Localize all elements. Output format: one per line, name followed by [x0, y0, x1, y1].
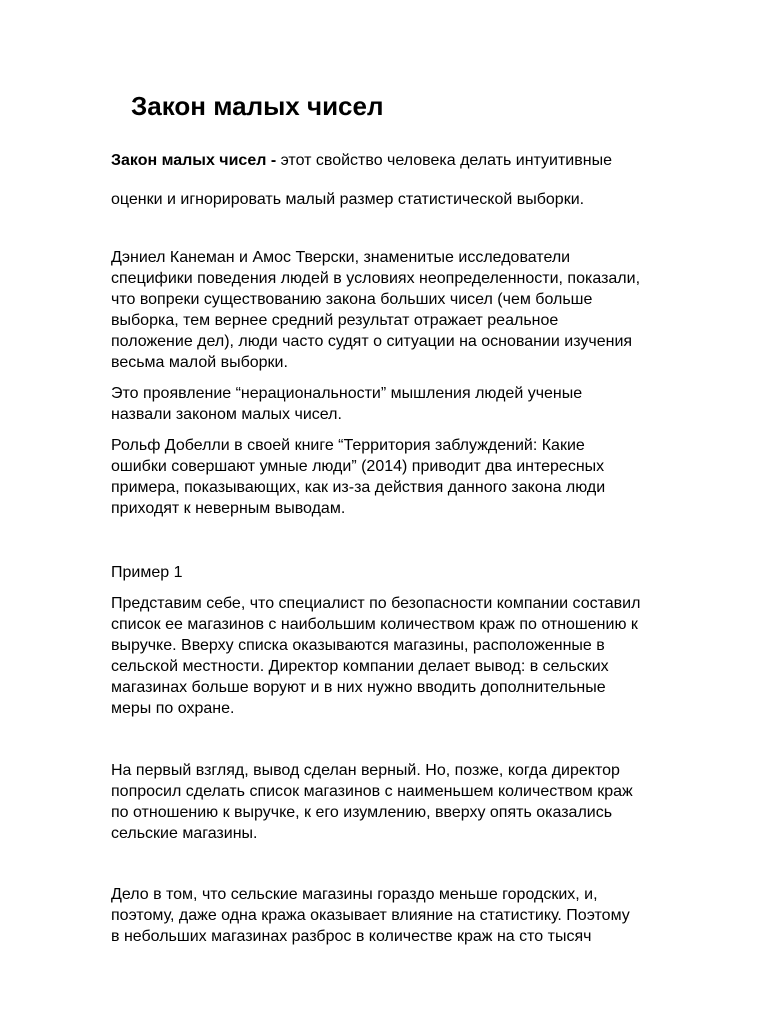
- text-line: Представим себе, что специалист по безопасности компании составил: [111, 595, 641, 612]
- text-line: На первый взгляд, вывод сделан верный. Но, позже, когда директор: [111, 762, 620, 779]
- text-line: специфики поведения людей в условиях неопределенности, показали,: [111, 270, 641, 287]
- example-heading: Пример 1: [111, 564, 183, 581]
- text-line: меры по охране.: [111, 700, 235, 717]
- paragraph-example-first-glance: [111, 760, 721, 844]
- intro-definition-text: этот свойство человека делать интуитивные: [276, 152, 612, 169]
- intro-definition-line-2: оценки и игнорировать малый размер статистической выборки.: [111, 191, 585, 208]
- paragraph-example-explanation: [111, 884, 721, 947]
- paragraph-kahneman-tversky: [111, 247, 721, 373]
- text-line: выручке. Вверху списка оказываются магазины, расположенные в: [111, 637, 605, 654]
- text-line: Дело в том, что сельские магазины гораздо меньше городских, и,: [111, 886, 598, 903]
- text-line: примера, показывающих, как из-за действия данного закона люди: [111, 479, 606, 496]
- paragraph-dobelli: [111, 435, 721, 519]
- text-line: сельские магазины.: [111, 825, 258, 842]
- text-line: Дэниел Канеман и Амос Тверски, знаменитые исследователи: [111, 249, 571, 266]
- text-line: выборка, тем вернее средний результат отражает реальное: [111, 312, 559, 329]
- text-line: в небольших магазинах разброс в количестве краж на сто тысяч: [111, 928, 592, 945]
- text-line: магазинах больше воруют и в них нужно вводить дополнительные: [111, 679, 606, 696]
- text-line: приходят к неверным выводам.: [111, 500, 346, 517]
- intro-definition-line-1: [111, 150, 721, 171]
- text-line: положение дел), люди часто судят о ситуации на основании изучения: [111, 333, 633, 350]
- text-line: список ее магазинов с наибольшим количеством краж по отношению к: [111, 616, 638, 633]
- text-line: поэтому, даже одна кража оказывает влияние на статистику. Поэтому: [111, 907, 630, 924]
- text-line: назвали законом малых чисел.: [111, 406, 342, 423]
- text-line: сельской местности. Директор компании делает вывод: в сельских: [111, 658, 609, 675]
- text-line: Рольф Добелли в своей книге “Территория заблуждений: Какие: [111, 437, 585, 454]
- intro-term: Закон малых чисел -: [111, 152, 277, 169]
- text-line: что вопреки существованию закона больших чисел (чем больше: [111, 291, 593, 308]
- document-title: Закон малых чисел: [131, 91, 384, 121]
- text-line: весьма малой выборки.: [111, 354, 288, 371]
- text-line: по отношению к выручке, к его изумлению, вверху опять оказались: [111, 804, 613, 821]
- text-line: попросил сделать список магазинов с наименьшем количеством краж: [111, 783, 633, 800]
- paragraph-example-security: [111, 593, 721, 719]
- text-line: ошибки совершают умные люди” (2014) приводит два интересных: [111, 458, 605, 475]
- text-line: Это проявление “нерациональности” мышления людей ученые: [111, 385, 583, 402]
- paragraph-irrationality: [111, 383, 721, 425]
